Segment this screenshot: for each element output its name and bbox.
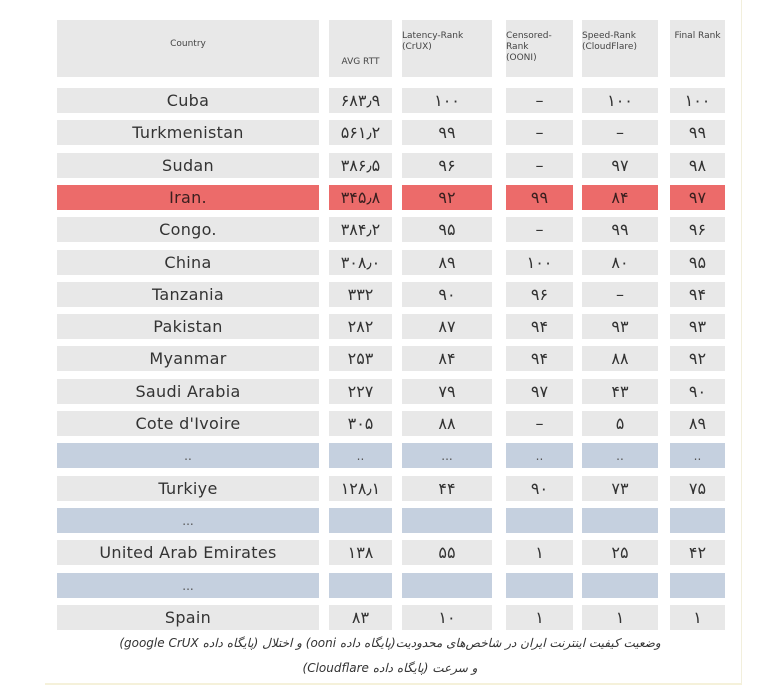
cell-final-rank: ۹۵	[670, 250, 725, 275]
caption-line-2: و سرعت (پایگاه داده Cloudflare)	[302, 661, 478, 675]
cell-final-rank: ۷۵	[670, 476, 725, 501]
cell-censored-rank	[506, 573, 573, 598]
cell-avg-rtt: ۸۳	[329, 605, 392, 630]
cell-avg-rtt: ۲۸۲	[329, 314, 392, 339]
header-final-rank: Final Rank	[670, 20, 725, 77]
cell-country: Iran.	[57, 185, 319, 210]
cell-speed-rank: ۷۳	[582, 476, 658, 501]
cell-final-rank: ۹۴	[670, 282, 725, 307]
header-latency-line2: (CrUX)	[402, 42, 432, 52]
cell-final-rank: ..	[670, 443, 725, 468]
cell-country: Cuba	[57, 88, 319, 113]
cell-final-rank: ۹۲	[670, 346, 725, 371]
cell-avg-rtt: ..	[329, 443, 392, 468]
cell-speed-rank: ۹۷	[582, 153, 658, 178]
cell-censored-rank: ۹۹	[506, 185, 573, 210]
cell-speed-rank: ۴۳	[582, 379, 658, 404]
cell-country: Myanmar	[57, 346, 319, 371]
cell-final-rank: ۹۷	[670, 185, 725, 210]
cell-avg-rtt	[329, 573, 392, 598]
cell-censored-rank: ۱	[506, 605, 573, 630]
cell-latency-rank: ۹۵	[402, 217, 492, 242]
header-country: Country	[57, 20, 319, 77]
cell-final-rank: ۹۶	[670, 217, 725, 242]
cell-speed-rank: ۹۹	[582, 217, 658, 242]
cell-avg-rtt: ۳۰۵	[329, 411, 392, 436]
cell-final-rank: ۱	[670, 605, 725, 630]
cell-country: Saudi Arabia	[57, 379, 319, 404]
cell-country: Cote d'Ivoire	[57, 411, 319, 436]
cell-latency-rank: ۹۲	[402, 185, 492, 210]
header-censored-line3: (OONI)	[506, 53, 537, 63]
cell-censored-rank: ۹۷	[506, 379, 573, 404]
cell-avg-rtt: ۱۲۸٫۱	[329, 476, 392, 501]
cell-speed-rank	[582, 573, 658, 598]
cell-latency-rank: ...	[402, 443, 492, 468]
cell-avg-rtt: ۱۳۸	[329, 540, 392, 565]
cell-avg-rtt: ۳۸۶٫۵	[329, 153, 392, 178]
cell-latency-rank: ۹۹	[402, 120, 492, 145]
header-censored-line1: Censored-	[506, 31, 552, 41]
cell-censored-rank: ۹۴	[506, 346, 573, 371]
header-latency-line1: Latency-Rank	[402, 31, 464, 41]
cell-avg-rtt: ۵۶۱٫۲	[329, 120, 392, 145]
cell-speed-rank: ۸۸	[582, 346, 658, 371]
cell-censored-rank: ..	[506, 443, 573, 468]
cell-avg-rtt: ۳۴۵٫۸	[329, 185, 392, 210]
cell-final-rank: ۹۸	[670, 153, 725, 178]
cell-latency-rank	[402, 508, 492, 533]
header-censored-rank	[506, 20, 573, 77]
cell-avg-rtt: ۶۸۳٫۹	[329, 88, 392, 113]
cell-country: Spain	[57, 605, 319, 630]
cell-latency-rank: ۷۹	[402, 379, 492, 404]
cell-censored-rank: –	[506, 153, 573, 178]
cell-country: Sudan	[57, 153, 319, 178]
cell-censored-rank: ۹۴	[506, 314, 573, 339]
cell-latency-rank: ۸۷	[402, 314, 492, 339]
cell-latency-rank: ۱۰۰	[402, 88, 492, 113]
cell-avg-rtt: ۳۸۴٫۲	[329, 217, 392, 242]
cell-latency-rank: ۹۶	[402, 153, 492, 178]
cell-latency-rank: ۵۵	[402, 540, 492, 565]
cell-censored-rank: –	[506, 120, 573, 145]
cell-country: Turkmenistan	[57, 120, 319, 145]
cell-latency-rank: ۹۰	[402, 282, 492, 307]
cell-avg-rtt: ۳۳۲	[329, 282, 392, 307]
cell-speed-rank: ۲۵	[582, 540, 658, 565]
cell-final-rank	[670, 573, 725, 598]
cell-final-rank: ۹۹	[670, 120, 725, 145]
cell-avg-rtt: ۳۰۸٫۰	[329, 250, 392, 275]
cell-speed-rank: ۸۴	[582, 185, 658, 210]
cell-country: ..	[57, 443, 319, 468]
cell-censored-rank: –	[506, 88, 573, 113]
header-avg-rtt: AVG RTT	[329, 20, 392, 77]
header-speed-line1: Speed-Rank	[582, 31, 636, 41]
cell-speed-rank: ۱	[582, 605, 658, 630]
cell-country: Pakistan	[57, 314, 319, 339]
cell-speed-rank: –	[582, 282, 658, 307]
cell-latency-rank: ۸۸	[402, 411, 492, 436]
header-censored-line2: Rank	[506, 42, 529, 52]
header-latency-rank	[402, 20, 492, 77]
cell-censored-rank: –	[506, 411, 573, 436]
cell-final-rank: ۹۰	[670, 379, 725, 404]
cell-country: Turkiye	[57, 476, 319, 501]
cell-country: Tanzania	[57, 282, 319, 307]
cell-latency-rank	[402, 573, 492, 598]
cell-censored-rank: ۱۰۰	[506, 250, 573, 275]
cell-speed-rank: –	[582, 120, 658, 145]
header-speed-line2: (CloudFlare)	[582, 42, 637, 52]
cell-censored-rank: –	[506, 217, 573, 242]
cell-final-rank: ۴۲	[670, 540, 725, 565]
cell-country: ...	[57, 508, 319, 533]
caption-line-1: وضعیت کیفیت اینترنت ایران در شاخص‌های محدودیت(پایگاه داده ooni) و اختلال (پایگاه داده google CrUX)	[119, 636, 661, 650]
cell-latency-rank: ۸۹	[402, 250, 492, 275]
cell-speed-rank: ۸۰	[582, 250, 658, 275]
cell-final-rank: ۱۰۰	[670, 88, 725, 113]
cell-latency-rank: ۱۰	[402, 605, 492, 630]
header-speed-rank	[582, 20, 658, 77]
cell-avg-rtt: ۲۵۳	[329, 346, 392, 371]
cell-country: ...	[57, 573, 319, 598]
cell-censored-rank: ۹۰	[506, 476, 573, 501]
cell-censored-rank	[506, 508, 573, 533]
cell-final-rank	[670, 508, 725, 533]
cell-avg-rtt: ۲۲۷	[329, 379, 392, 404]
cell-speed-rank: ۱۰۰	[582, 88, 658, 113]
cell-country: China	[57, 250, 319, 275]
cell-final-rank: ۹۳	[670, 314, 725, 339]
cell-speed-rank	[582, 508, 658, 533]
cell-speed-rank: ۹۳	[582, 314, 658, 339]
cell-speed-rank: ..	[582, 443, 658, 468]
cell-censored-rank: ۹۶	[506, 282, 573, 307]
cell-speed-rank: ۵	[582, 411, 658, 436]
cell-latency-rank: ۸۴	[402, 346, 492, 371]
cell-country: Congo.	[57, 217, 319, 242]
cell-latency-rank: ۴۴	[402, 476, 492, 501]
cell-avg-rtt	[329, 508, 392, 533]
cell-censored-rank: ۱	[506, 540, 573, 565]
cell-final-rank: ۸۹	[670, 411, 725, 436]
cell-country: United Arab Emirates	[57, 540, 319, 565]
